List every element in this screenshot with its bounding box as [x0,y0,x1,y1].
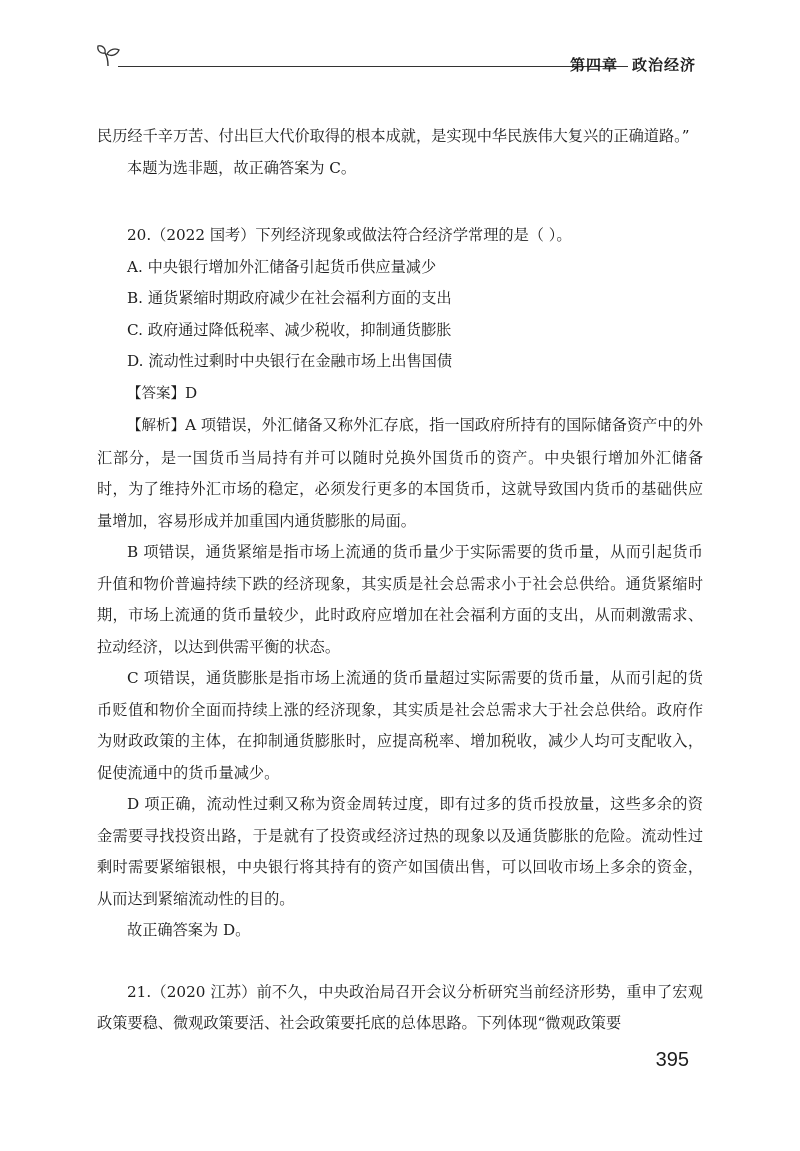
chapter-title [570,54,696,75]
page-content [97,121,703,1040]
chapter-label: 第四章 [569,56,618,74]
q20-answer [97,378,703,411]
q20-option-a: A. 中央银行增加外汇储备引起货币供应量减少 [127,257,437,276]
q20-stem: 20.（2022 国考）下列经济现象或做法符合经济学常理的是（ ）。 [127,226,572,244]
intro-answer: 本题为选非题，故正确答案为 C。 [127,158,357,177]
analysis-a-text: A 项错误，外汇储备又称外汇存底，指一国政府所持有的国际储备资产中的外汇部分，是一国货币当局持有并可以随时兑换外国货币的资产。中央银行增加外汇储备时，为了维持外汇市场的稳定，必须发行更多的本国货币，这就导致国内货币的基础供应量增加，容易形成并加重国内通货膨胀的局面。 [97,416,703,530]
q20-conclusion: 故正确答案为 D。 [127,921,251,939]
sprout-icon [96,42,122,68]
q20-analysis-c: C 项错误，通货膨胀是指市场上流通的货币量超过实际需要的货币量，从而引起的货币贬值和物价全面而持续上涨的经济现象，其实质是社会总需求大于社会总供给。政府作为财政政策的主体，在抑制通货膨胀时，应提高税率、增加税收，减少人均可支配收入，促使流通中的货币量减少。 [97,669,703,782]
q20-analysis-a [97,410,703,537]
header-rule [118,66,628,67]
q20-option-b: B. 通货紧缩时期政府减少在社会福利方面的支出 [127,289,452,307]
analysis-tag: 【解析】 [127,418,186,434]
page-number: 395 [655,1049,689,1071]
answer-value: D [185,383,198,402]
q20-analysis-b: B 项错误，通货紧缩是指市场上流通的货币量少于实际需要的货币量，从而引起货币升值和物价普遍持续下跌的经济现象，其实质是社会总需求小于社会总供给。通货紧缩时期，市场上流通的货币量较少，此时政府应增加在社会福利方面的支出，从而刺激需求、拉动经济，以达到供需平衡的状态。 [97,543,703,656]
q20-option-c: C. 政府通过降低税率、减少税收，抑制通货膨胀 [127,320,452,339]
q21-stem: 21.（2020 江苏）前不久，中央政治局召开会议分析研究当前经济形势，重申了宏观政策要稳、微观政策要活、社会政策要托底的总体思路。下列体现“微观政策要 [97,982,703,1032]
chapter-name: 政治经济 [631,56,696,74]
intro-line: 民历经千辛万苦、付出巨大代价取得的根本成就，是实现中华民族伟大复兴的正确道路。” [97,127,690,145]
answer-tag: 【答案】 [127,385,185,402]
page-header [96,42,700,74]
q20-analysis-d: D 项正确，流动性过剩又称为资金周转过度，即有过多的货币投放量，这些多余的资金需要寻找投资出路，于是就有了投资或经济过热的现象以及通货膨胀的危险。流动性过剩时需要紧缩银根，中央银行将其持有的资产如国债出售，可以回收市场上多余的资金，从而达到紧缩流动性的目的。 [97,795,703,908]
q20-option-d: D. 流动性过剩时中央银行在金融市场上出售国债 [127,352,453,370]
